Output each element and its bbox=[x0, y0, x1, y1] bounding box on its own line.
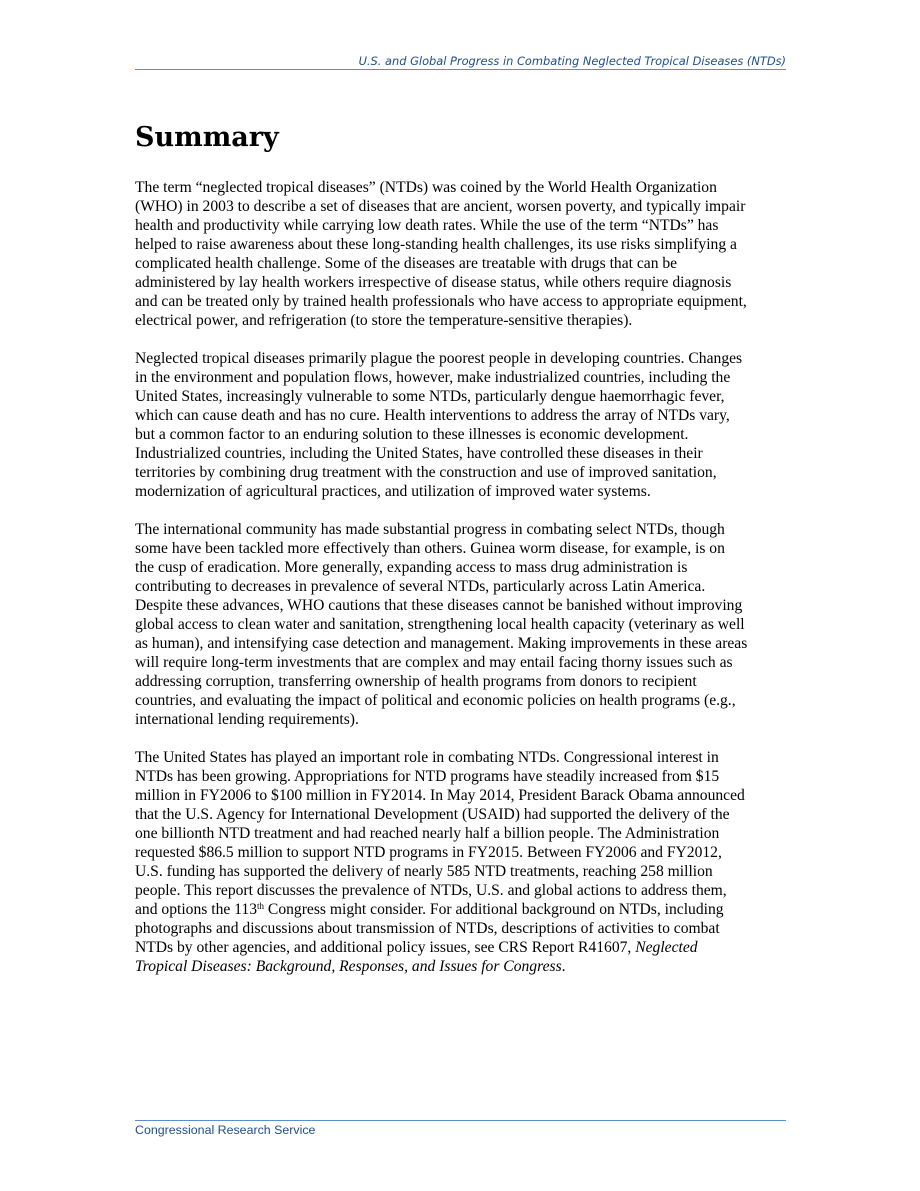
text-line: in the environment and population flows, however, make industrialized countries, including the bbox=[135, 369, 731, 386]
header-divider bbox=[135, 69, 786, 70]
text-line: photographs and discussions about transmission of NTDs, descriptions of activities to combat bbox=[135, 920, 720, 937]
text-line: one billionth NTD treatment and had reached nearly half a billion people. The Administration bbox=[135, 825, 720, 842]
text-line: electrical power, and refrigeration (to store the temperature-sensitive therapies). bbox=[135, 312, 633, 329]
text-line: and can be treated only by trained health professionals who have access to appropriate equipment, bbox=[135, 293, 747, 310]
text-line: territories by combining drug treatment with the construction and use of improved sanitation, bbox=[135, 464, 717, 481]
text-line: some have been tackled more effectively than others. Guinea worm disease, for example, is on bbox=[135, 540, 725, 557]
paragraph-4 bbox=[135, 748, 786, 976]
text-line: The United States has played an important role in combating NTDs. Congressional interest in bbox=[135, 749, 719, 766]
text-line: complicated health challenge. Some of the diseases are treatable with drugs that can be bbox=[135, 255, 678, 272]
paragraph-3 bbox=[135, 520, 786, 729]
text-line: contributing to decreases in prevalence of several NTDs, particularly across Latin America. bbox=[135, 578, 706, 595]
running-header: U.S. and Global Progress in Combating Neglected Tropical Diseases (NTDs) bbox=[358, 54, 786, 68]
text-line: health and productivity while carrying low death rates. While the use of the term “NTDs” has bbox=[135, 217, 719, 234]
text-line: The international community has made substantial progress in combating select NTDs, though bbox=[135, 521, 725, 538]
page-footer: Congressional Research Service bbox=[135, 1123, 316, 1137]
text-line: Industrialized countries, including the United States, have controlled these diseases in their bbox=[135, 445, 703, 462]
text-line: global access to clean water and sanitation, strengthening local health capacity (veterinary as well bbox=[135, 616, 745, 633]
text-line: which can cause death and has no cure. Health interventions to address the array of NTDs vary, bbox=[135, 407, 730, 424]
text-line: Despite these advances, WHO cautions that these diseases cannot be banished without improving bbox=[135, 597, 743, 614]
text-line: The term “neglected tropical diseases” (NTDs) was coined by the World Health Organization bbox=[135, 179, 717, 196]
text-line: the cusp of eradication. More generally, expanding access to mass drug administration is bbox=[135, 559, 688, 576]
paragraph-1 bbox=[135, 178, 786, 330]
text-line: helped to raise awareness about these long-standing health challenges, its use risks simplifying a bbox=[135, 236, 737, 253]
text-line: requested $86.5 million to support NTD programs in FY2015. Between FY2006 and FY2012, bbox=[135, 844, 722, 861]
report-title-italic: Neglected bbox=[635, 939, 698, 956]
text-line: million in FY2006 to $100 million in FY2014. In May 2014, President Barack Obama announced bbox=[135, 787, 745, 804]
text-fragment: NTDs by other agencies, and additional policy issues, see CRS Report R41607, bbox=[135, 939, 636, 956]
summary-body bbox=[135, 178, 786, 995]
text-line: administered by lay health workers irrespective of disease status, while others require diagnosis bbox=[135, 274, 732, 291]
text-line bbox=[135, 938, 786, 957]
text-line: but a common factor to an enduring solution to these illnesses is economic development. bbox=[135, 426, 689, 443]
page-title: Summary bbox=[135, 122, 279, 153]
text-fragment: Congress might consider. For additional background on NTDs, including bbox=[264, 901, 724, 918]
paragraph-2 bbox=[135, 349, 786, 501]
text-line: (WHO) in 2003 to describe a set of diseases that are ancient, worsen poverty, and typically impair bbox=[135, 198, 746, 215]
text-line: modernization of agricultural practices, and utilization of improved water systems. bbox=[135, 483, 651, 500]
text-fragment: and options the 113 bbox=[135, 901, 257, 918]
text-line: NTDs has been growing. Appropriations for NTD programs have steadily increased from $15 bbox=[135, 768, 720, 785]
text-line bbox=[135, 900, 786, 919]
footer-divider bbox=[135, 1120, 786, 1121]
text-line: U.S. funding has supported the delivery of nearly 585 NTD treatments, reaching 258 million bbox=[135, 863, 713, 880]
text-line: United States, increasingly vulnerable to some NTDs, particularly dengue haemorrhagic fever, bbox=[135, 388, 725, 405]
text-line: addressing corruption, transferring ownership of health programs from donors to recipient bbox=[135, 673, 697, 690]
text-fragment: . bbox=[561, 958, 566, 975]
text-line: international lending requirements). bbox=[135, 711, 359, 728]
text-line: countries, and evaluating the impact of political and economic policies on health programs (e.g., bbox=[135, 692, 736, 709]
text-line: as human), and intensifying case detection and management. Making improvements in these areas bbox=[135, 635, 748, 652]
text-line: Neglected tropical diseases primarily plague the poorest people in developing countries. Changes bbox=[135, 350, 743, 367]
ordinal-superscript: th bbox=[257, 901, 265, 911]
text-line: that the U.S. Agency for International Development (USAID) had supported the delivery of the bbox=[135, 806, 730, 823]
text-line: will require long-term investments that are complex and may entail facing thorny issues such as bbox=[135, 654, 733, 671]
text-line bbox=[135, 957, 786, 976]
report-title-italic: Tropical Diseases: Background, Responses, and Issues for Congress bbox=[135, 958, 562, 975]
text-line: people. This report discusses the prevalence of NTDs, U.S. and global actions to address them, bbox=[135, 882, 727, 899]
